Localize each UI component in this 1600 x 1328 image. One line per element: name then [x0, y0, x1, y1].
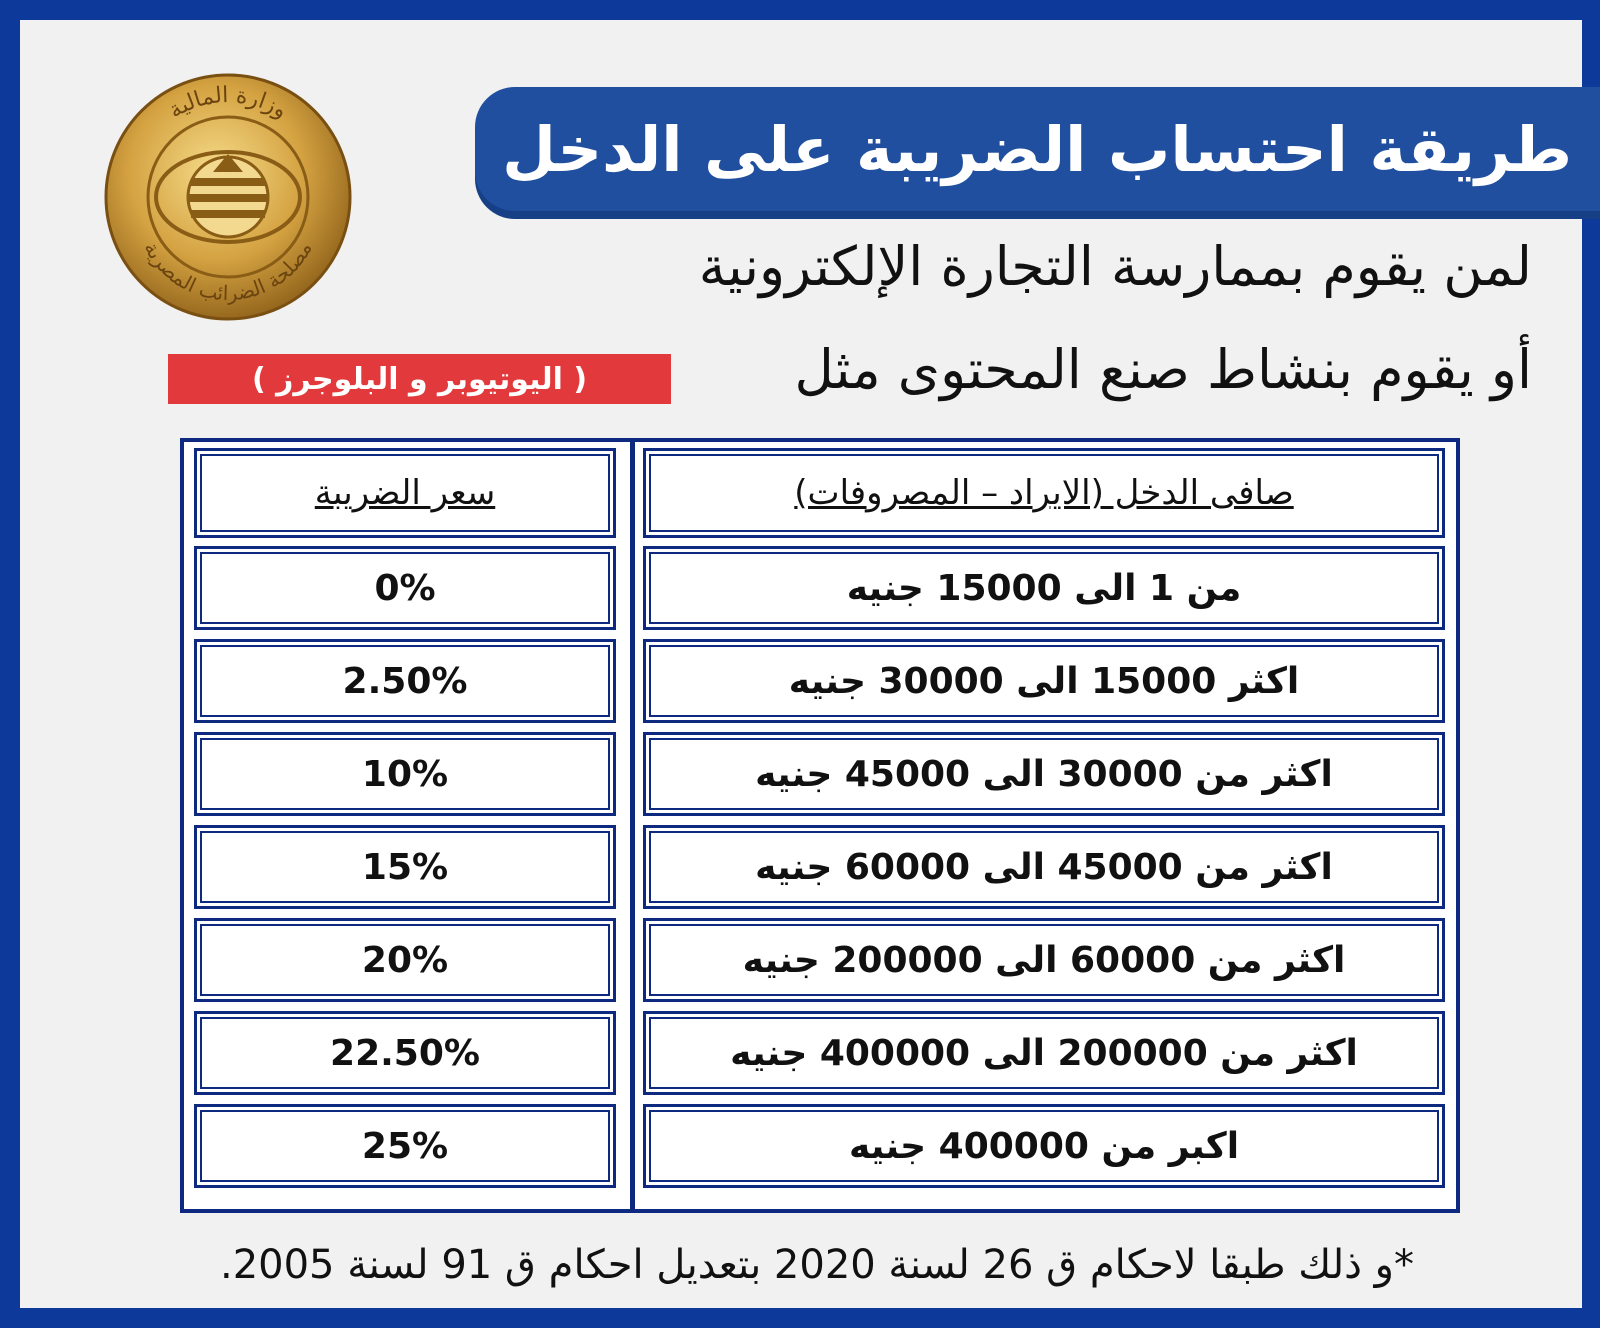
rate-cell-3: 10% [194, 732, 616, 816]
seal-text-top: وزارة المالية [164, 82, 292, 124]
header-income-label: صافى الدخل (الايراد – المصروفات) [794, 473, 1294, 513]
income-cell-3: اكثر من 30000 الى 45000 جنيه [643, 732, 1445, 816]
footer-legal-note: *و ذلك طبقا لاحكام ق 26 لسنة 2020 بتعديل احكام ق 91 لسنة 2005. [219, 1242, 1414, 1288]
poster-page [20, 20, 1582, 1308]
tax-brackets-table [180, 438, 1460, 1213]
highlight-tag: ( اليوتيوبر و البلوجرز ) [168, 354, 671, 404]
tax-authority-seal-logo [103, 72, 353, 322]
rate-cell-2: 2.50% [194, 639, 616, 723]
income-cell-4: اكثر من 45000 الى 60000 جنيه [643, 825, 1445, 909]
seal-text-bottom: مصلحة الضرائب المصرية [139, 237, 317, 306]
subtitle-line-2: أو يقوم بنشاط صنع المحتوى مثل [794, 338, 1532, 401]
title-banner [475, 87, 1600, 211]
income-cell-1: من 1 الى 15000 جنيه [643, 546, 1445, 630]
subtitle-line-1: لمن يقوم بممارسة التجارة الإلكترونية [698, 235, 1532, 298]
header-rate-label: سعر الضريبة [314, 473, 496, 513]
column-divider [630, 442, 635, 1209]
header-rate [194, 448, 616, 538]
header-income [643, 448, 1445, 538]
page-title: طريقة احتساب الضريبة على الدخل [502, 112, 1572, 186]
rate-cell-4: 15% [194, 825, 616, 909]
rate-cell-7: 25% [194, 1104, 616, 1188]
income-cell-7: اكبر من 400000 جنيه [643, 1104, 1445, 1188]
income-cell-5: اكثر من 60000 الى 200000 جنيه [643, 918, 1445, 1002]
rate-cell-5: 20% [194, 918, 616, 1002]
rate-cell-1: 0% [194, 546, 616, 630]
rate-cell-6: 22.50% [194, 1011, 616, 1095]
income-cell-2: اكثر 15000 الى 30000 جنيه [643, 639, 1445, 723]
income-cell-6: اكثر من 200000 الى 400000 جنيه [643, 1011, 1445, 1095]
